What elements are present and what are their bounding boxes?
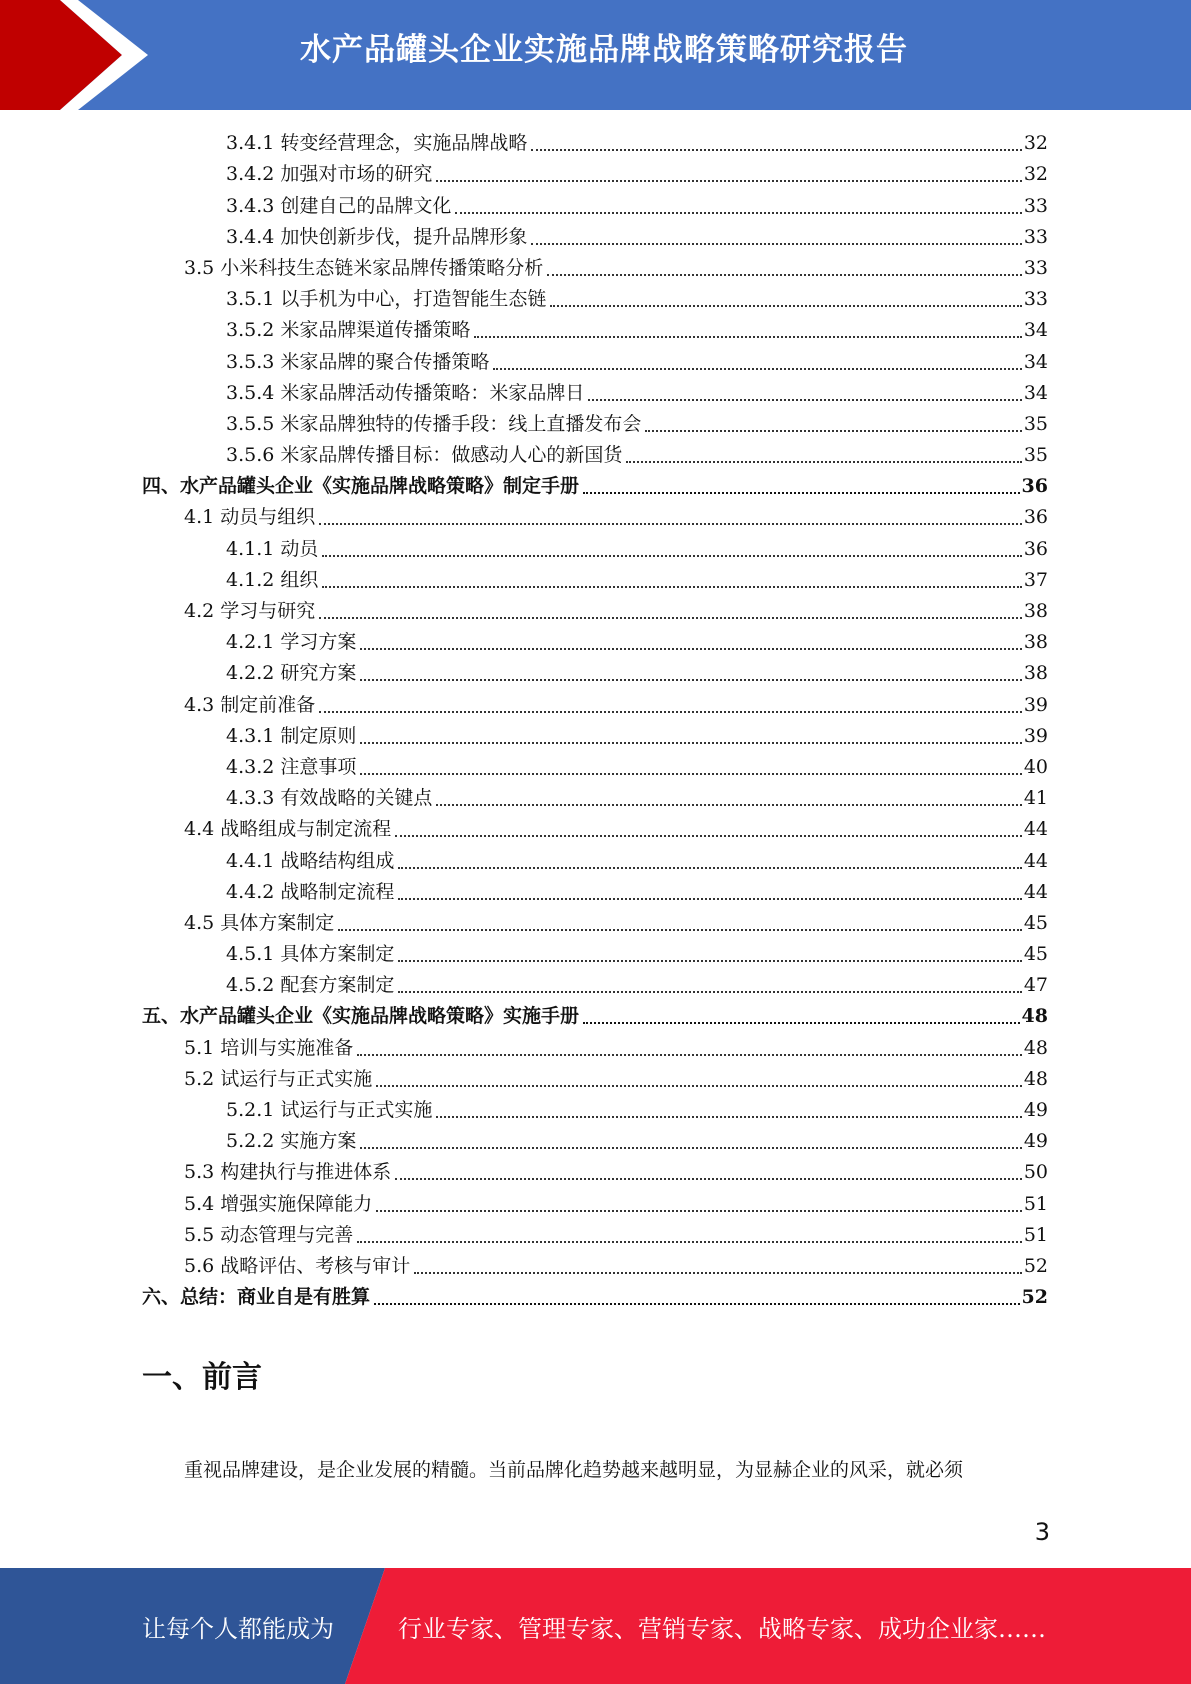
toc-entry-page: 33	[1023, 194, 1048, 217]
toc-dot-leader	[360, 742, 1021, 744]
header-chevron-decoration	[0, 0, 160, 110]
toc-entry-label: 4.5.2 配套方案制定	[226, 974, 395, 997]
toc-dot-leader	[322, 586, 1021, 588]
toc-entry-page: 51	[1023, 1223, 1048, 1246]
toc-entry-label: 3.5.5 米家品牌独特的传播手段：线上直播发布会	[226, 412, 642, 435]
toc-dot-leader	[398, 867, 1021, 869]
toc-entry-label: 3.5.6 米家品牌传播目标：做感动人心的新国货	[226, 444, 623, 467]
toc-dot-leader	[455, 212, 1021, 214]
toc-entry[interactable]	[142, 1220, 1048, 1251]
toc-entry-label: 3.4.2 加强对市场的研究	[226, 163, 433, 186]
toc-entry-label: 5.2.1 试运行与正式实施	[226, 1099, 433, 1121]
toc-dot-leader	[436, 1116, 1021, 1118]
toc-entry-page: 32	[1023, 132, 1048, 155]
toc-entry-page: 38	[1023, 662, 1048, 685]
toc-entry[interactable]	[142, 502, 1048, 533]
toc-entry-page: 51	[1023, 1192, 1048, 1215]
toc-dot-leader	[583, 1022, 1020, 1024]
toc-entry-page: 47	[1023, 974, 1048, 997]
toc-entry[interactable]	[142, 1032, 1048, 1063]
toc-entry-page: 34	[1023, 319, 1048, 342]
toc-dot-leader	[360, 679, 1021, 681]
toc-dot-leader	[645, 430, 1021, 432]
toc-dot-leader	[398, 960, 1021, 962]
toc-dot-leader	[357, 1241, 1022, 1243]
toc-entry-page: 33	[1023, 288, 1048, 311]
toc-entry-label: 4.1 动员与组织	[184, 506, 316, 529]
toc-entry[interactable]	[142, 752, 1048, 783]
toc-entry-page: 35	[1023, 412, 1048, 435]
toc-entry-label: 5.2.2 实施方案	[226, 1130, 357, 1153]
toc-dot-leader	[357, 1054, 1022, 1056]
toc-dot-leader	[360, 1147, 1021, 1149]
toc-entry[interactable]	[142, 284, 1048, 315]
toc-entry-page: 48	[1023, 1067, 1048, 1090]
toc-entry[interactable]	[142, 1251, 1048, 1282]
toc-dot-leader	[436, 804, 1021, 806]
table-of-contents	[142, 128, 1048, 1313]
toc-dot-leader	[547, 274, 1022, 276]
toc-entry[interactable]	[142, 783, 1048, 814]
toc-entry-label: 五、水产品罐头企业《实施品牌战略策略》实施手册	[142, 1005, 580, 1028]
body-paragraph: 重视品牌建设，是企业发展的精髓。当前品牌化趋势越来越明显，为显赫企业的风采，就必须	[184, 1459, 964, 1481]
toc-dot-leader	[626, 461, 1021, 463]
toc-entry[interactable]	[142, 1001, 1048, 1032]
toc-entry-label: 4.5 具体方案制定	[184, 911, 335, 934]
toc-entry-page: 35	[1023, 444, 1048, 467]
toc-dot-leader	[319, 523, 1022, 525]
toc-entry-page: 49	[1023, 1130, 1048, 1153]
toc-entry-page: 52	[1023, 1254, 1048, 1277]
toc-entry-label: 3.5.3 米家品牌的聚合传播策略	[226, 350, 490, 373]
toc-dot-leader	[583, 492, 1020, 494]
toc-entry-page: 39	[1023, 724, 1048, 747]
toc-entry-label: 4.2.1 学习方案	[226, 631, 357, 654]
toc-entry[interactable]	[142, 346, 1048, 377]
page-number: 3	[1034, 1518, 1050, 1546]
report-title: 水产品罐头企业实施品牌战略策略研究报告	[300, 32, 908, 68]
section-heading: 一、前言	[142, 1360, 262, 1395]
toc-dot-leader	[493, 368, 1021, 370]
toc-entry-label: 3.5 小米科技生态链米家品牌传播策略分析	[184, 256, 544, 279]
toc-entry-page: 40	[1023, 755, 1048, 778]
footer-slogan-right: 行业专家、管理专家、营销专家、战略专家、成功企业家……	[398, 1615, 1046, 1643]
toc-entry[interactable]	[142, 440, 1048, 471]
toc-entry-page: 34	[1023, 381, 1048, 404]
toc-dot-leader	[588, 399, 1021, 401]
toc-entry[interactable]	[142, 315, 1048, 346]
toc-entry[interactable]	[142, 970, 1048, 1001]
toc-entry[interactable]	[142, 1126, 1048, 1157]
toc-dot-leader	[376, 1085, 1022, 1087]
toc-entry-page: 38	[1023, 600, 1048, 622]
toc-entry[interactable]	[142, 939, 1048, 970]
toc-entry-label: 4.2 学习与研究	[184, 600, 316, 622]
toc-entry-page: 49	[1023, 1099, 1048, 1121]
toc-entry-label: 5.5 动态管理与完善	[184, 1223, 354, 1246]
toc-entry-page: 39	[1023, 693, 1048, 716]
toc-entry[interactable]	[142, 1157, 1048, 1188]
toc-entry-label: 3.5.1 以手机为中心，打造智能生态链	[226, 288, 547, 311]
toc-dot-leader	[395, 1178, 1022, 1180]
toc-entry[interactable]	[142, 689, 1048, 720]
toc-entry[interactable]	[142, 1282, 1048, 1313]
toc-entry-label: 3.5.4 米家品牌活动传播策略：米家品牌日	[226, 381, 585, 404]
toc-entry-page: 44	[1023, 849, 1048, 872]
toc-dot-leader	[395, 835, 1022, 837]
toc-dot-leader	[474, 336, 1021, 338]
toc-entry-label: 5.1 培训与实施准备	[184, 1036, 354, 1059]
toc-entry[interactable]	[142, 908, 1048, 939]
toc-dot-leader	[376, 1210, 1022, 1212]
toc-entry-label: 4.1.2 组织	[226, 568, 319, 591]
toc-entry-page: 33	[1023, 256, 1048, 279]
toc-dot-leader	[550, 305, 1021, 307]
toc-entry[interactable]	[142, 253, 1048, 284]
toc-entry-label: 4.3 制定前准备	[184, 693, 316, 716]
toc-entry-label: 5.3 构建执行与推进体系	[184, 1161, 392, 1184]
toc-entry-label: 3.4.1 转变经营理念，实施品牌战略	[226, 132, 528, 155]
toc-entry-label: 四、水产品罐头企业《实施品牌战略策略》制定手册	[142, 475, 580, 498]
toc-entry-page: 44	[1023, 818, 1048, 841]
toc-dot-leader	[319, 711, 1022, 713]
toc-entry-page: 44	[1023, 880, 1048, 903]
toc-dot-leader	[319, 617, 1022, 619]
toc-entry-page: 48	[1021, 1005, 1048, 1028]
toc-entry[interactable]	[142, 627, 1048, 658]
toc-entry-page: 50	[1023, 1161, 1048, 1184]
page-header	[0, 0, 1191, 110]
toc-entry[interactable]	[142, 721, 1048, 752]
toc-entry-page: 32	[1023, 163, 1048, 186]
toc-entry-page: 36	[1023, 506, 1048, 529]
toc-dot-leader	[360, 648, 1021, 650]
toc-entry[interactable]	[142, 471, 1048, 502]
toc-entry[interactable]	[142, 565, 1048, 596]
toc-dot-leader	[398, 898, 1021, 900]
toc-entry-page: 41	[1023, 787, 1048, 810]
toc-entry-label: 4.4 战略组成与制定流程	[184, 818, 392, 841]
toc-entry-label: 4.4.2 战略制定流程	[226, 880, 395, 903]
toc-entry-page: 34	[1023, 350, 1048, 373]
toc-entry-label: 5.4 增强实施保障能力	[184, 1192, 373, 1215]
toc-entry-label: 六、总结：商业自是有胜算	[142, 1286, 371, 1309]
toc-entry-label: 3.4.3 创建自己的品牌文化	[226, 194, 452, 217]
toc-entry[interactable]	[142, 1095, 1048, 1126]
toc-entry-label: 3.5.2 米家品牌渠道传播策略	[226, 319, 471, 342]
toc-entry-page: 52	[1021, 1286, 1048, 1309]
toc-entry-page: 36	[1023, 537, 1048, 560]
toc-entry[interactable]	[142, 128, 1048, 159]
toc-entry[interactable]	[142, 1188, 1048, 1219]
toc-entry-label: 5.2 试运行与正式实施	[184, 1067, 373, 1090]
toc-entry[interactable]	[142, 658, 1048, 689]
toc-entry[interactable]	[142, 222, 1048, 253]
footer-slogan-left: 让每个人都能成为	[142, 1615, 334, 1643]
toc-entry-page: 37	[1023, 568, 1048, 591]
toc-dot-leader	[374, 1303, 1020, 1305]
toc-entry-page: 38	[1023, 631, 1048, 654]
toc-entry-page: 45	[1023, 943, 1048, 966]
toc-dot-leader	[398, 991, 1021, 993]
toc-dot-leader	[531, 243, 1021, 245]
toc-entry[interactable]	[142, 814, 1048, 845]
toc-entry-page: 45	[1023, 911, 1048, 934]
toc-entry[interactable]	[142, 845, 1048, 876]
toc-entry-label: 4.3.3 有效战略的关键点	[226, 787, 433, 810]
toc-entry-label: 4.3.1 制定原则	[226, 724, 357, 747]
toc-entry[interactable]	[142, 409, 1048, 440]
toc-entry[interactable]	[142, 190, 1048, 221]
toc-dot-leader	[338, 929, 1022, 931]
toc-dot-leader	[322, 555, 1021, 557]
toc-dot-leader	[360, 773, 1021, 775]
toc-entry-label: 5.6 战略评估、考核与审计	[184, 1254, 411, 1277]
toc-entry[interactable]	[142, 378, 1048, 409]
toc-dot-leader	[414, 1272, 1022, 1274]
toc-entry-page: 33	[1023, 225, 1048, 248]
toc-entry-label: 4.1.1 动员	[226, 537, 319, 560]
toc-entry-label: 3.4.4 加快创新步伐，提升品牌形象	[226, 225, 528, 248]
toc-entry[interactable]	[142, 533, 1048, 564]
toc-dot-leader	[531, 149, 1021, 151]
toc-entry-label: 4.4.1 战略结构组成	[226, 849, 395, 872]
toc-entry[interactable]	[142, 159, 1048, 190]
page-footer	[0, 1568, 1191, 1684]
toc-dot-leader	[436, 180, 1021, 182]
toc-entry-label: 4.5.1 具体方案制定	[226, 943, 395, 966]
toc-entry[interactable]	[142, 877, 1048, 908]
toc-entry-label: 4.3.2 注意事项	[226, 755, 357, 778]
toc-entry-label: 4.2.2 研究方案	[226, 662, 357, 685]
toc-entry-page: 36	[1021, 475, 1048, 498]
toc-entry[interactable]	[142, 596, 1048, 627]
toc-entry-page: 48	[1023, 1036, 1048, 1059]
toc-entry[interactable]	[142, 1064, 1048, 1095]
